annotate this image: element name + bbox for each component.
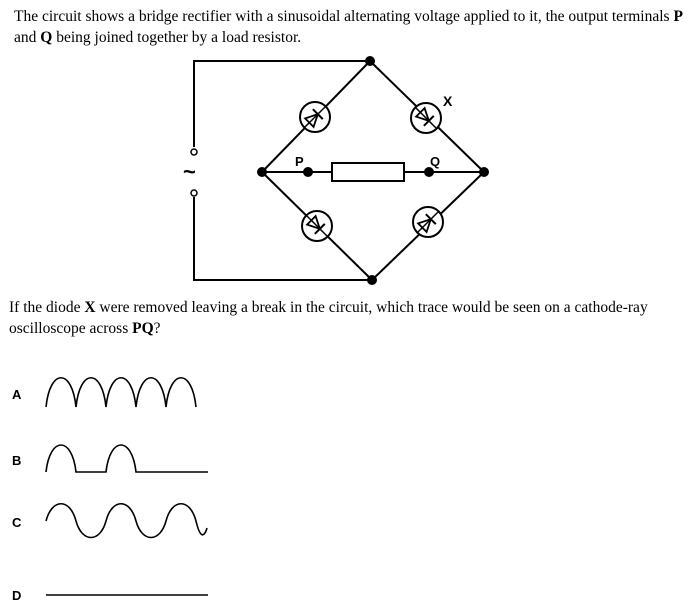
junction-right [479,167,489,177]
trace-a [46,378,196,407]
diode-x [405,97,447,139]
intro-q: Q [40,29,53,46]
intro-p: P [673,8,683,25]
label-q: Q [430,154,441,169]
option-b-label[interactable]: B [12,453,22,468]
supply-wire-bottom [194,197,372,280]
question-text [9,297,689,339]
junction-top [365,56,375,66]
intro-part1: The circuit shows a bridge rectifier with a sinusoidal alternating voltage applied to it, the output terminals [14,8,674,25]
terminal-p [303,167,313,177]
option-d-label[interactable]: D [12,588,22,603]
supply-terminal-bottom [191,190,197,196]
option-a-label[interactable]: A [12,387,22,402]
trace-c [46,504,207,538]
trace-b [46,445,208,472]
supply-terminal-top [191,149,197,155]
junction-left [257,167,267,177]
question-part1: If the diode [9,299,85,316]
diode-bottom-right [407,201,449,243]
question-part2: were removed leaving a break in the circuit, which trace would be seen on a cathode-ray oscilloscope across [9,299,648,337]
supply-wire-top [194,61,370,147]
intro-part2: being joined together by a load resistor. [52,29,302,46]
label-x: X [443,93,453,109]
question-pq: PQ [132,320,154,337]
load-resistor [332,163,404,181]
question-part3: ? [153,320,161,337]
label-p: P [295,154,304,169]
question-x: X [84,299,96,316]
option-c-label[interactable]: C [12,515,22,530]
junction-bottom [367,275,377,285]
intro-and: and [14,29,41,46]
source-symbol: ~ [183,159,196,184]
